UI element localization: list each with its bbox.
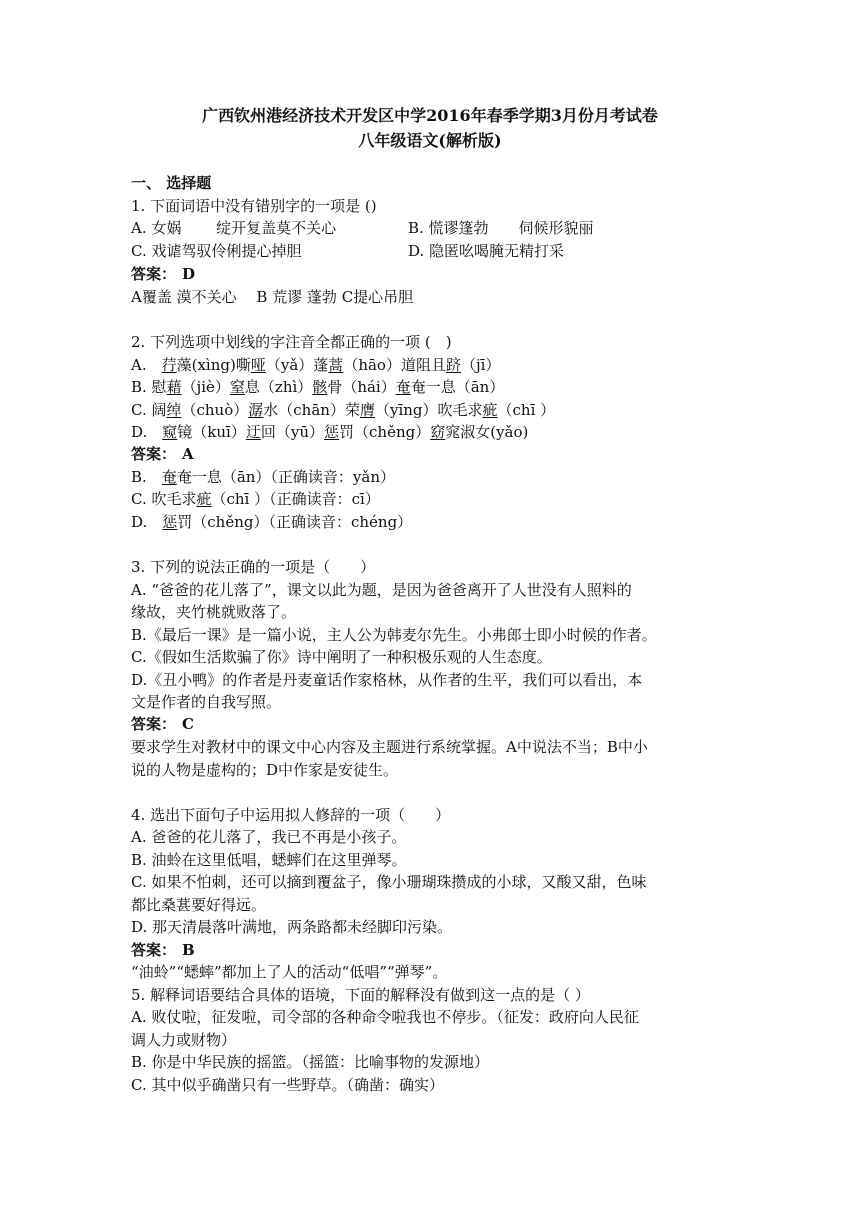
q2-option-b [131, 377, 504, 397]
option-text: 骨（hái） [327, 378, 396, 396]
q3-stem: 3. 下列的说法正确的一项是（ ） [131, 558, 376, 576]
q2-option-a [131, 355, 500, 375]
underlined-char: 跻 [445, 356, 461, 374]
q2-answer [131, 444, 194, 464]
option-text: 回（yū） [260, 423, 324, 441]
underlined-char: 藉 [166, 378, 182, 396]
option-text: （yǎ）蓬 [265, 356, 329, 374]
answer-label: 答案： [131, 941, 177, 959]
q2-explanation-d [131, 512, 412, 532]
q3-option-b: B.《最后一课》是一篇小说，主人公为韩麦尔先生。小弗郎士即小时候的作者。 [131, 626, 657, 644]
explain-text: B. [131, 468, 162, 486]
underlined-char: 潺 [248, 401, 264, 419]
option-text: （jiè） [181, 378, 230, 396]
q4-option-c-line2: 都比桑葚要好得远。 [131, 896, 267, 914]
q5-option-b: B. 你是中华民族的摇篮。（摇篮：比喻事物的发源地） [131, 1053, 490, 1071]
option-text: （jī） [460, 356, 501, 374]
section-heading: 一、 选择题 [131, 174, 212, 192]
underlined-char: 迂 [245, 423, 261, 441]
q3-option-c: C.《假如生活欺骗了你》诗中阐明了一种积极乐观的人生态度。 [131, 648, 552, 666]
underlined-char: 绰 [166, 401, 182, 419]
q4-stem: 4. 选出下面句子中运用拟人修辞的一项（ ） [131, 806, 451, 824]
option-text: A. [131, 356, 162, 374]
option-text: 藻(xìng)嘶 [176, 356, 251, 374]
q1-option-a: A. 女娲 绽开复盖莫不关心 [131, 219, 337, 237]
underlined-char: 窥 [162, 423, 178, 441]
option-text: （yīng）吹毛求 [374, 401, 483, 419]
underlined-char: 惩 [162, 513, 178, 531]
option-text: （chī ） [497, 401, 556, 419]
option-text: 镜（kuī） [177, 423, 246, 441]
q3-answer [131, 714, 194, 734]
option-text: 水（chān）荣 [263, 401, 360, 419]
q2-stem: 2. 下列选项中划线的字注音全都正确的一项 ( ) [131, 333, 452, 351]
option-text: B. 慰 [131, 378, 167, 396]
q4-option-c-line1: C. 如果不怕刺，还可以摘到覆盆子，像小珊瑚珠攒成的小球，又酸又甜，色味 [131, 873, 647, 891]
answer-label: 答案： [131, 445, 177, 463]
underlined-char: 骸 [312, 378, 328, 396]
q1-answer [131, 264, 195, 284]
explain-text: （chī ）（正确读音：cī） [211, 490, 380, 508]
option-text: （hāo）道阻且 [343, 356, 446, 374]
underlined-char: 哑 [250, 356, 266, 374]
option-text: 奄一息（ān） [410, 378, 505, 396]
answer-label: 答案： [131, 715, 177, 733]
answer-label: 答案： [131, 265, 177, 283]
option-text: 窕淑女(yǎo) [445, 423, 529, 441]
q1-explanation: A覆盖 漠不关心 B 荒谬 蓬勃 C提心吊胆 [131, 288, 414, 306]
underlined-char: 疵 [482, 401, 498, 419]
q1-option-d: D. 隐匿吆喝腌无精打采 [408, 242, 565, 260]
option-text: D. [131, 423, 163, 441]
q3-explanation-line1: 要求学生对教材中的课文中心内容及主题进行系统掌握。A中说法不当；B中小 [131, 738, 648, 756]
exam-subtitle: 八年级语文(解析版) [358, 131, 502, 150]
option-text: （chuò） [181, 401, 249, 419]
q3-explanation-line2: 说的人物是虚构的；D中作家是安徒生。 [131, 761, 399, 779]
answer-value: A [182, 445, 194, 463]
explain-text: 罚（chěng）（正确读音：chéng） [177, 513, 413, 531]
underlined-char: 窒 [229, 378, 245, 396]
q1-option-c: C. 戏谑驾驭伶俐提心掉胆 [131, 242, 302, 260]
q4-option-d: D. 那天清晨落叶满地，两条路都未经脚印污染。 [131, 918, 453, 936]
q4-option-b: B. 油蛉在这里低唱，蟋蟀们在这里弹琴。 [131, 851, 407, 869]
answer-value: D [182, 265, 196, 283]
explain-text: 奄一息（ān）（正确读音：yǎn） [176, 468, 395, 486]
q1-stem: 1. 下面词语中没有错别字的一项是 () [131, 197, 377, 215]
q2-explanation-b [131, 467, 395, 487]
q5-option-a-line2: 调人力或财物） [131, 1031, 237, 1049]
underlined-char: 膺 [359, 401, 375, 419]
underlined-char: 窈 [430, 423, 446, 441]
q1-option-b: B. 慌谬篷勃 伺候形貌丽 [408, 219, 594, 237]
exam-title: 广西钦州港经济技术开发区中学2016年春季学期3月份月考试卷 [202, 106, 658, 125]
answer-value: B [182, 941, 195, 959]
underlined-char: 蒿 [328, 356, 344, 374]
option-text: 息（zhì） [244, 378, 313, 396]
q4-explanation: “油蛉”“蟋蟀”都加上了人的活动“低唱”“弹琴”。 [131, 963, 448, 981]
q5-option-a-line1: A. 败仗啦，征发啦，司令部的各种命令啦我也不停步。（征发：政府向人民征 [131, 1008, 639, 1026]
answer-value: C [182, 715, 194, 733]
underlined-char: 奄 [395, 378, 411, 396]
q4-answer [131, 940, 195, 960]
underlined-char: 惩 [324, 423, 340, 441]
q3-option-d-line2: 文是作者的自我写照。 [131, 693, 282, 711]
underlined-char: 疵 [196, 490, 212, 508]
explain-text: D. [131, 513, 163, 531]
q3-option-a-line2: 缘故，夹竹桃就败落了。 [131, 603, 297, 621]
q5-option-c: C. 其中似乎确凿只有一些野草。（确凿：确实） [131, 1076, 444, 1094]
option-text: C. 阔 [131, 401, 167, 419]
q3-option-d-line1: D.《丑小鸭》的作者是丹麦童话作家格林，从作者的生平，我们可以看出，本 [131, 671, 643, 689]
q5-stem: 5. 解释词语要结合具体的语境，下面的解释没有做到这一点的是（ ） [131, 986, 590, 1004]
explain-text: C. 吹毛求 [131, 490, 197, 508]
q2-option-d [131, 422, 528, 442]
q2-explanation-c [131, 489, 380, 509]
q3-option-a-line1: A. “爸爸的花儿落了”，课文以此为题，是因为爸爸离开了人世没有人照料的 [131, 581, 632, 599]
underlined-char: 奄 [161, 468, 177, 486]
q4-option-a: A. 爸爸的花儿落了，我已不再是小孩子。 [131, 828, 407, 846]
q2-option-c [131, 400, 555, 420]
option-text: 罚（chěng） [339, 423, 431, 441]
underlined-char: 荇 [161, 356, 177, 374]
